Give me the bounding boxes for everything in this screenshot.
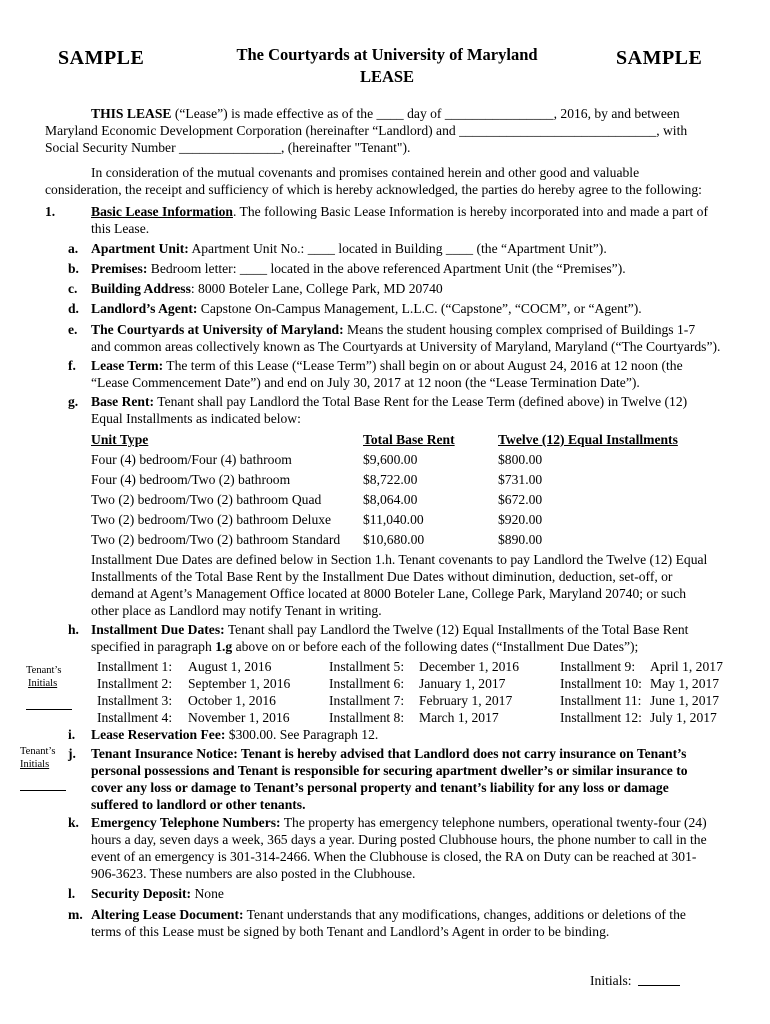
item-i (91, 726, 378, 743)
installment-label: Installment 5: (329, 659, 405, 674)
item-l-letter: l. (68, 886, 76, 901)
installment-note-2: Installments of the Total Base Rent by the Installment Due Dates without diminution, deduction, set-off, or (91, 569, 673, 584)
item-k (91, 814, 707, 831)
rent-row-installment: $800.00 (498, 452, 543, 467)
rent-row-unit: Two (2) bedroom/Two (2) bathroom Deluxe (91, 512, 332, 527)
item-e (91, 321, 695, 338)
rent-row-installment: $731.00 (498, 472, 543, 487)
installment-label: Installment 1: (97, 659, 173, 674)
item-g-text: Tenant shall pay Landlord the Total Base Rent for the Lease Term (defined above) in Twelve (12) (154, 394, 688, 409)
item-j-line-4: suffered to landlord or other tenants. (91, 797, 306, 812)
item-f-letter: f. (68, 358, 76, 373)
installment-date: October 1, 2016 (188, 693, 276, 708)
section-heading: Basic Lease Information (91, 204, 233, 219)
item-b (91, 260, 626, 277)
installment-label: Installment 4: (97, 710, 173, 725)
item-b-label: Premises: (91, 261, 148, 276)
item-i-label: Lease Reservation Fee: (91, 727, 226, 742)
intro-line-2: Maryland Economic Development Corporation (hereinafter “Landlord) and _____________________________, with (45, 123, 688, 138)
item-h-text-2c: above on or before each of the following dates (“Installment Due Dates”); (232, 639, 639, 654)
section-heading-line (91, 203, 708, 220)
margin-initials-line[interactable] (20, 790, 66, 791)
installment-date: August 1, 2016 (188, 659, 272, 674)
item-j-label: Tenant Insurance Notice: (91, 746, 238, 761)
installment-label: Installment 12: (560, 710, 642, 725)
item-e-letter: e. (68, 322, 78, 337)
margin-initials-line[interactable] (26, 709, 72, 710)
item-d-label: Landlord’s Agent: (91, 301, 198, 316)
item-h-letter: h. (68, 622, 79, 637)
rent-header-installments: Twelve (12) Equal Installments (498, 432, 678, 447)
document-title: The Courtyards at University of Maryland (236, 45, 538, 64)
item-f-text-2: “Lease Commencement Date”) and end on July 30, 2017 at 12 noon (the “Lease Termination Date”). (91, 375, 640, 390)
item-b-letter: b. (68, 261, 79, 276)
installment-note-1: Installment Due Dates are defined below in Section 1.h. Tenant covenants to pay Landlord the Twelve (12) Equal (91, 552, 708, 567)
item-c-label: Building Address (91, 281, 191, 296)
item-h-label: Installment Due Dates: (91, 622, 225, 637)
item-m-letter: m. (68, 907, 83, 922)
item-j-line-2: personal possessions and Tenant is responsible for securing apartment dweller’s or similar insurance to (91, 763, 688, 778)
rent-row-total: $11,040.00 (363, 512, 424, 527)
section-intro-2: this Lease. (91, 221, 150, 236)
rent-row-unit: Two (2) bedroom/Two (2) bathroom Quad (91, 492, 322, 507)
this-lease-label: THIS LEASE (91, 106, 172, 121)
rent-row-total: $8,722.00 (363, 472, 418, 487)
margin-initials-sublabel: Initials (20, 759, 50, 770)
item-j-letter: j. (68, 746, 76, 761)
sample-watermark-right: SAMPLE (616, 47, 703, 69)
sample-watermark-left: SAMPLE (58, 47, 145, 69)
installment-date: July 1, 2017 (650, 710, 717, 725)
installment-label: Installment 2: (97, 676, 173, 691)
item-a-label: Apartment Unit: (91, 241, 189, 256)
item-k-line-4: 906-3623. These numbers are also posted in the Clubhouse. (91, 866, 416, 881)
item-c (91, 280, 443, 297)
section-intro: . The following Basic Lease Information is hereby incorporated into and made a part of (232, 204, 708, 219)
item-e-text-2: and common areas collectively known as The Courtyards at University of Maryland, Maryland (“The Courtyards”). (91, 339, 721, 354)
item-m-line-2: terms of this Lease must be signed by both Tenant and Landlord’s Agent in order to be binding. (91, 924, 610, 939)
rent-row-installment: $890.00 (498, 532, 543, 547)
installment-label: Installment 6: (329, 676, 405, 691)
item-g-text-2: Equal Installments as indicated below: (91, 411, 301, 426)
item-d-letter: d. (68, 301, 79, 316)
section-number: 1. (45, 204, 56, 219)
item-k-line-2: hours a day, seven days a week, 365 days a year. During posted Clubhouse hours, the phone number to call in the (91, 832, 707, 847)
installment-label: Installment 9: (560, 659, 636, 674)
rent-row-total: $10,680.00 (363, 532, 425, 547)
paragraph-ref: 1.g (215, 639, 233, 654)
item-f-label: Lease Term: (91, 358, 164, 373)
item-j-text: Tenant is hereby advised that Landlord does not carry insurance on Tenant’s (237, 746, 687, 761)
item-a (91, 240, 607, 257)
rent-header-total: Total Base Rent (363, 432, 455, 447)
item-k-text: The property has emergency telephone numbers, operational twenty-four (24) (280, 815, 707, 830)
item-c-letter: c. (68, 281, 78, 296)
item-m (91, 906, 686, 923)
installment-date: January 1, 2017 (419, 676, 506, 691)
rent-row-total: $8,064.00 (363, 492, 418, 507)
item-l-label: Security Deposit: (91, 886, 192, 901)
item-i-text: $300.00. See Paragraph 12. (225, 727, 379, 742)
item-g (91, 393, 687, 410)
item-j-line-3: cover any loss or damage to Tenant’s personal property and tenant’s liability for any loss or damage (91, 780, 669, 795)
installment-date: May 1, 2017 (650, 676, 720, 691)
rent-row-installment: $920.00 (498, 512, 543, 527)
installment-label: Installment 7: (329, 693, 405, 708)
item-i-letter: i. (68, 727, 76, 742)
rent-row-unit: Two (2) bedroom/Two (2) bathroom Standard (91, 532, 341, 547)
installment-label: Installment 10: (560, 676, 642, 691)
installment-label: Installment 8: (329, 710, 405, 725)
installment-date: June 1, 2017 (650, 693, 720, 708)
item-j (91, 745, 686, 762)
item-d (91, 300, 642, 317)
footer-initials-label: Initials: (590, 973, 632, 988)
item-e-text: Means the student housing complex comprised of Buildings 1-7 (343, 322, 696, 337)
rent-header-unit-type: Unit Type (91, 432, 149, 447)
footer-initials-line[interactable] (638, 985, 680, 986)
item-h-text-2a: specified in paragraph (91, 639, 216, 654)
item-g-letter: g. (68, 394, 79, 409)
installment-note-3: demand at Agent’s Management Office located at 8000 Boteler Lane, College Park, Maryland 20740; or such (91, 586, 687, 601)
item-b-text: Bedroom letter: ____ located in the above referenced Apartment Unit (the “Premises”). (147, 261, 626, 276)
rent-row-unit: Four (4) bedroom/Four (4) bathroom (91, 452, 292, 467)
item-l (91, 885, 224, 902)
item-k-letter: k. (68, 815, 79, 830)
intro-line-3: Social Security Number _______________, (hereinafter "Tenant"). (45, 140, 411, 155)
installment-note-4: other place as Landlord may notify Tenant in writing. (91, 603, 382, 618)
installment-label: Installment 11: (560, 693, 642, 708)
item-l-text: None (191, 886, 224, 901)
item-a-text: Apartment Unit No.: ____ located in Building ____ (the “Apartment Unit”). (188, 241, 607, 256)
item-m-label: Altering Lease Document: (91, 907, 244, 922)
item-m-text: Tenant understands that any modifications, changes, additions or deletions of the (243, 907, 686, 922)
item-g-label: Base Rent: (91, 394, 155, 409)
item-e-label: The Courtyards at University of Maryland: (91, 322, 344, 337)
item-f (91, 357, 683, 374)
item-h-text: Tenant shall pay Landlord the Twelve (12) Equal Installments of the Total Base Rent (224, 622, 689, 637)
item-h (91, 621, 688, 638)
rent-row-installment: $672.00 (498, 492, 543, 507)
installment-label: Installment 3: (97, 693, 173, 708)
intro-text-1: (“Lease”) is made effective as of the ____ day of ________________, 2016, by and between (171, 106, 680, 121)
intro-line-1 (91, 105, 680, 122)
installment-date: February 1, 2017 (419, 693, 513, 708)
installment-date: November 1, 2016 (188, 710, 290, 725)
item-k-label: Emergency Telephone Numbers: (91, 815, 281, 830)
document-subtitle: LEASE (359, 67, 415, 86)
margin-initials-label: Tenant’s (20, 746, 56, 757)
rent-row-unit: Four (4) bedroom/Two (2) bathroom (91, 472, 291, 487)
margin-initials-label: Tenant’s (26, 665, 62, 676)
margin-initials-sublabel: Initials (28, 678, 58, 689)
installment-date: April 1, 2017 (650, 659, 723, 674)
item-c-text: : 8000 Boteler Lane, College Park, MD 20740 (190, 281, 443, 296)
item-d-text: Capstone On-Campus Management, L.L.C. (“Capstone”, “COCM”, or “Agent”). (197, 301, 642, 316)
item-h-text-2 (91, 638, 638, 655)
installment-date: December 1, 2016 (419, 659, 520, 674)
installment-date: March 1, 2017 (419, 710, 499, 725)
consideration-line-1: In consideration of the mutual covenants and promises contained herein and other good and valuable (91, 165, 640, 180)
installment-date: September 1, 2016 (188, 676, 291, 691)
consideration-line-2: consideration, the receipt and sufficiency of which is hereby acknowledged, the parties do hereby agree to the following: (45, 182, 702, 197)
item-k-line-3: event of an emergency is 301-314-2466. When the Clubhouse is closed, the RA on Duty can be reached at 301- (91, 849, 697, 864)
rent-row-total: $9,600.00 (363, 452, 418, 467)
item-f-text: The term of this Lease (“Lease Term”) shall begin on or about August 24, 2016 at 12 noon (the (163, 358, 683, 373)
item-a-letter: a. (68, 241, 79, 256)
